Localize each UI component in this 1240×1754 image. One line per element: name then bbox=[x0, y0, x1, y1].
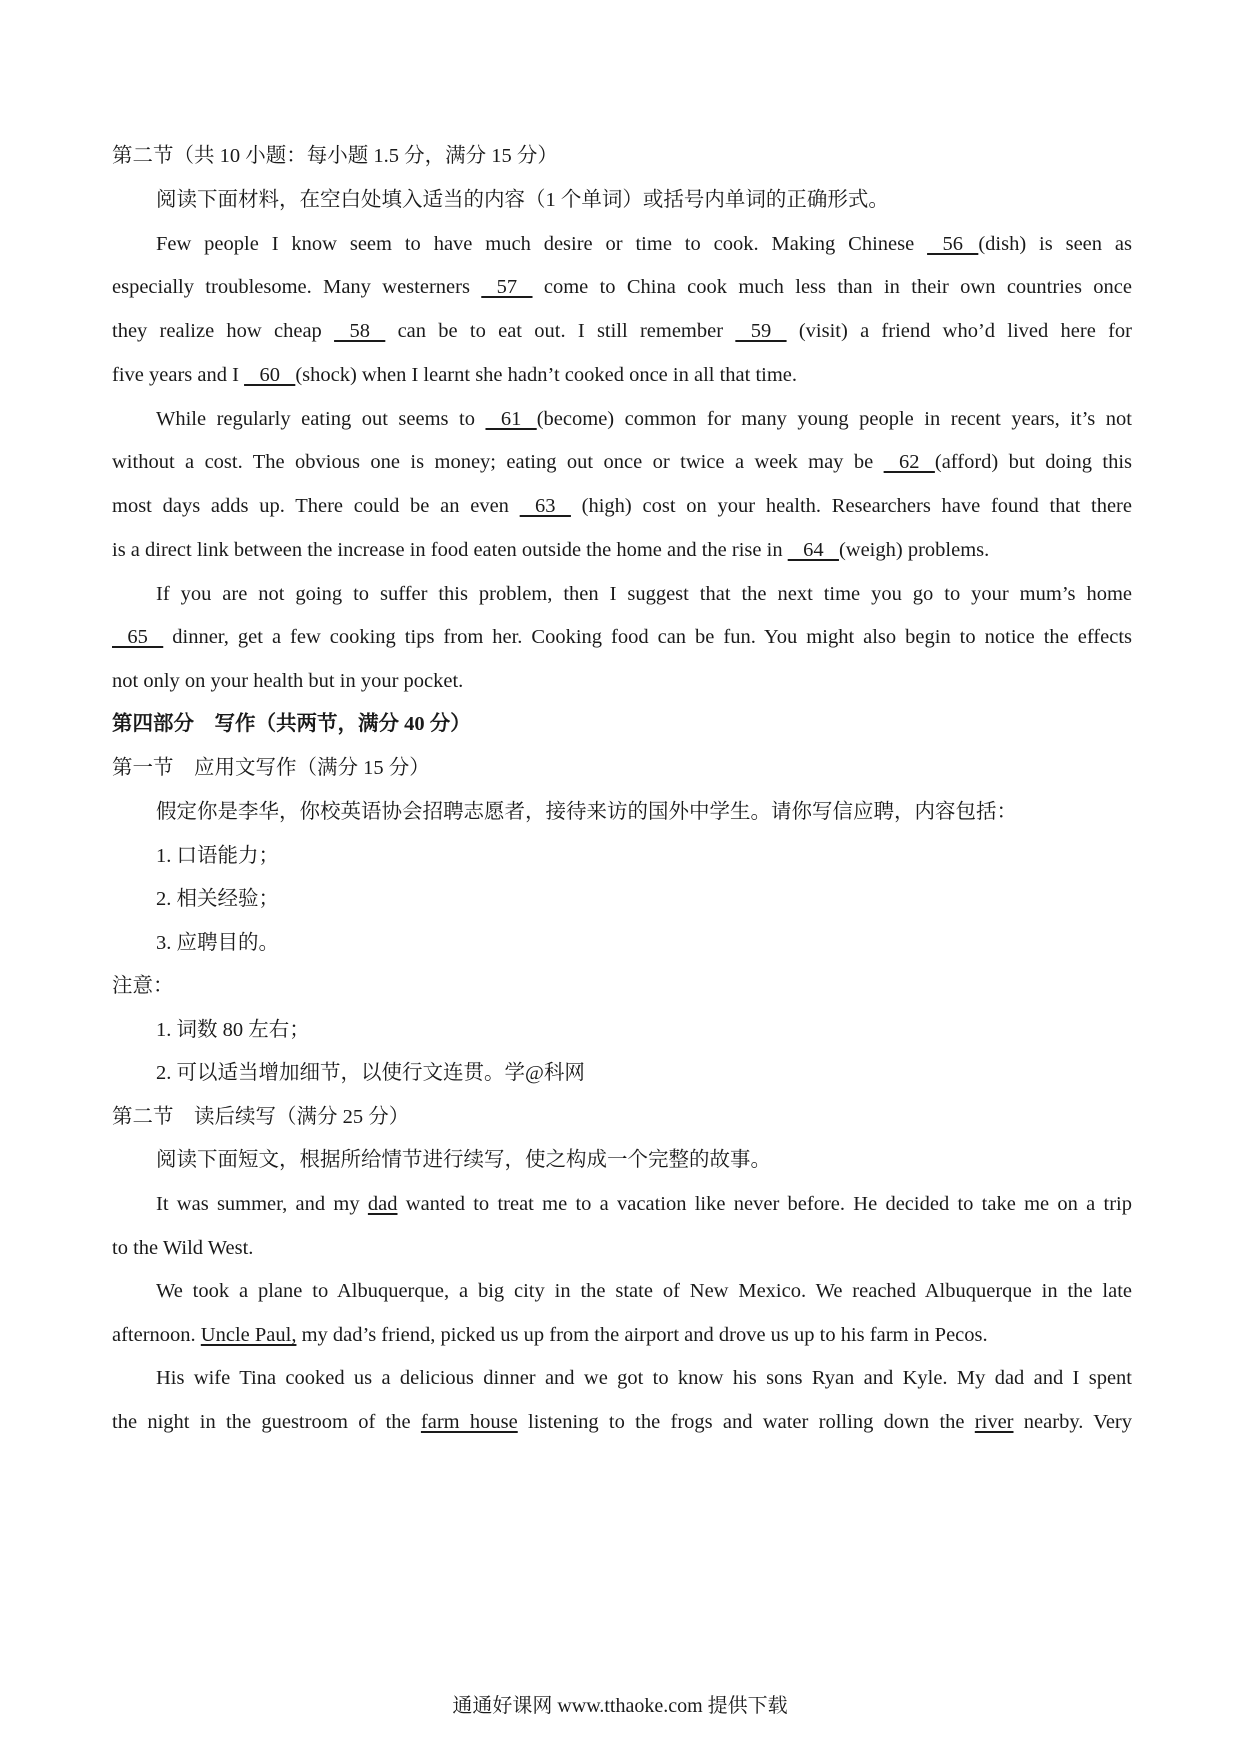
story-line: His wife Tina cooked us a delicious dinner and we got to know his sons Ryan and Kyle. My dad and I spent bbox=[156, 1367, 1132, 1389]
text: Few people I know seem to have much desire or time to cook. Making Chinese bbox=[156, 233, 928, 255]
text: my dad’s friend, picked us up from the airport and drove us up to his farm in Pecos. bbox=[296, 1324, 988, 1346]
story-line: to the Wild West. bbox=[112, 1237, 254, 1259]
passage-line bbox=[112, 448, 1132, 476]
story-line: We took a plane to Albuquerque, a big city in the state of New Mexico. We reached Albuquerque in the late bbox=[156, 1280, 1132, 1302]
passage-line: not only on your health but in your pocket. bbox=[112, 670, 464, 692]
text: five years and I bbox=[112, 364, 245, 386]
page-footer: 通通好课网 www.tthaoke.com 提供下载 bbox=[452, 1695, 788, 1717]
passage-line bbox=[156, 230, 1132, 258]
list-item: 2. 可以适当增加细节，以使行文连贯。学@科网 bbox=[156, 1062, 585, 1084]
blank-62[interactable]: 62 bbox=[883, 451, 935, 473]
passage-line bbox=[112, 492, 1132, 520]
blank-57[interactable]: 57 bbox=[481, 276, 533, 298]
blank-64[interactable]: 64 bbox=[787, 539, 839, 561]
passage-line: If you are not going to suffer this problem, then I suggest that the next time you go to your mum’s home bbox=[156, 583, 1132, 605]
text: the night in the guestroom of the bbox=[112, 1411, 421, 1433]
section-heading: 第二节（共 10 小题：每小题 1.5 分，满分 15 分） bbox=[112, 145, 558, 167]
blank-63[interactable]: 63 bbox=[519, 495, 571, 517]
text: (dish) is seen as bbox=[978, 233, 1132, 255]
section-heading: 第二节 读后续写（满分 25 分） bbox=[112, 1106, 410, 1128]
section-instruction: 阅读下面短文，根据所给情节进行续写，使之构成一个完整的故事。 bbox=[156, 1149, 771, 1171]
blank-58[interactable]: 58 bbox=[334, 320, 386, 342]
text: (afford) but doing this bbox=[934, 451, 1132, 473]
list-item: 2. 相关经验； bbox=[156, 888, 279, 910]
text: It was summer, and my bbox=[156, 1193, 368, 1215]
text: wanted to treat me to a vacation like never before. He decided to take me on a trip bbox=[397, 1193, 1133, 1215]
list-item: 1. 词数 80 左右； bbox=[156, 1019, 310, 1041]
passage-line bbox=[112, 273, 1132, 301]
passage-line bbox=[112, 361, 1132, 389]
list-item: 1. 口语能力； bbox=[156, 845, 279, 867]
text: (become) common for many young people in recent years, it’s not bbox=[536, 408, 1132, 430]
text: especially troublesome. Many westerners bbox=[112, 276, 482, 298]
story-line bbox=[112, 1321, 1132, 1349]
underlined-word: river bbox=[974, 1411, 1014, 1433]
list-item: 3. 应聘目的。 bbox=[156, 932, 279, 954]
text: (weigh) problems. bbox=[838, 539, 990, 561]
passage-line bbox=[156, 405, 1132, 433]
story-line bbox=[112, 1408, 1132, 1436]
text: they realize how cheap bbox=[112, 320, 335, 342]
text: without a cost. The obvious one is money; eating out once or twice a week may be bbox=[112, 451, 884, 473]
underlined-word: Uncle Paul, bbox=[200, 1324, 297, 1346]
note-label: 注意： bbox=[112, 975, 174, 997]
underlined-word: dad bbox=[367, 1193, 398, 1215]
section-instruction: 阅读下面材料，在空白处填入适当的内容（1 个单词）或括号内单词的正确形式。 bbox=[156, 189, 889, 211]
text: come to China cook much less than in their own countries once bbox=[532, 276, 1132, 298]
underlined-word: farm house bbox=[420, 1411, 518, 1433]
passage-line bbox=[112, 317, 1132, 345]
part-heading: 第四部分 写作（共两节，满分 40 分） bbox=[112, 713, 471, 735]
text: most days adds up. There could be an even bbox=[112, 495, 520, 517]
section-heading: 第一节 应用文写作（满分 15 分） bbox=[112, 757, 430, 779]
text: afternoon. bbox=[112, 1324, 201, 1346]
text: (visit) a friend who’d lived here for bbox=[786, 320, 1132, 342]
passage-line bbox=[112, 536, 1132, 564]
text: (shock) when I learnt she hadn’t cooked once in all that time. bbox=[295, 364, 798, 386]
writing-prompt: 假定你是李华，你校英语协会招聘志愿者，接待来访的国外中学生。请你写信应聘，内容包括： bbox=[156, 801, 1017, 823]
story-line bbox=[156, 1190, 1132, 1218]
text: nearby. Very bbox=[1013, 1411, 1132, 1433]
blank-61[interactable]: 61 bbox=[485, 408, 537, 430]
text: While regularly eating out seems to bbox=[156, 408, 486, 430]
text: (high) cost on your health. Researchers have found that there bbox=[570, 495, 1132, 517]
text: is a direct link between the increase in food eaten outside the home and the rise in bbox=[112, 539, 788, 561]
blank-59[interactable]: 59 bbox=[735, 320, 787, 342]
blank-56[interactable]: 56 bbox=[927, 233, 979, 255]
passage-line bbox=[112, 623, 1132, 651]
text: can be to eat out. I still remember bbox=[385, 320, 736, 342]
blank-65[interactable]: 65 bbox=[112, 626, 164, 648]
text: listening to the frogs and water rolling down the bbox=[517, 1411, 975, 1433]
text: dinner, get a few cooking tips from her. Cooking food can be fun. You might also begin to notice the effects bbox=[163, 626, 1132, 648]
blank-60[interactable]: 60 bbox=[244, 364, 296, 386]
